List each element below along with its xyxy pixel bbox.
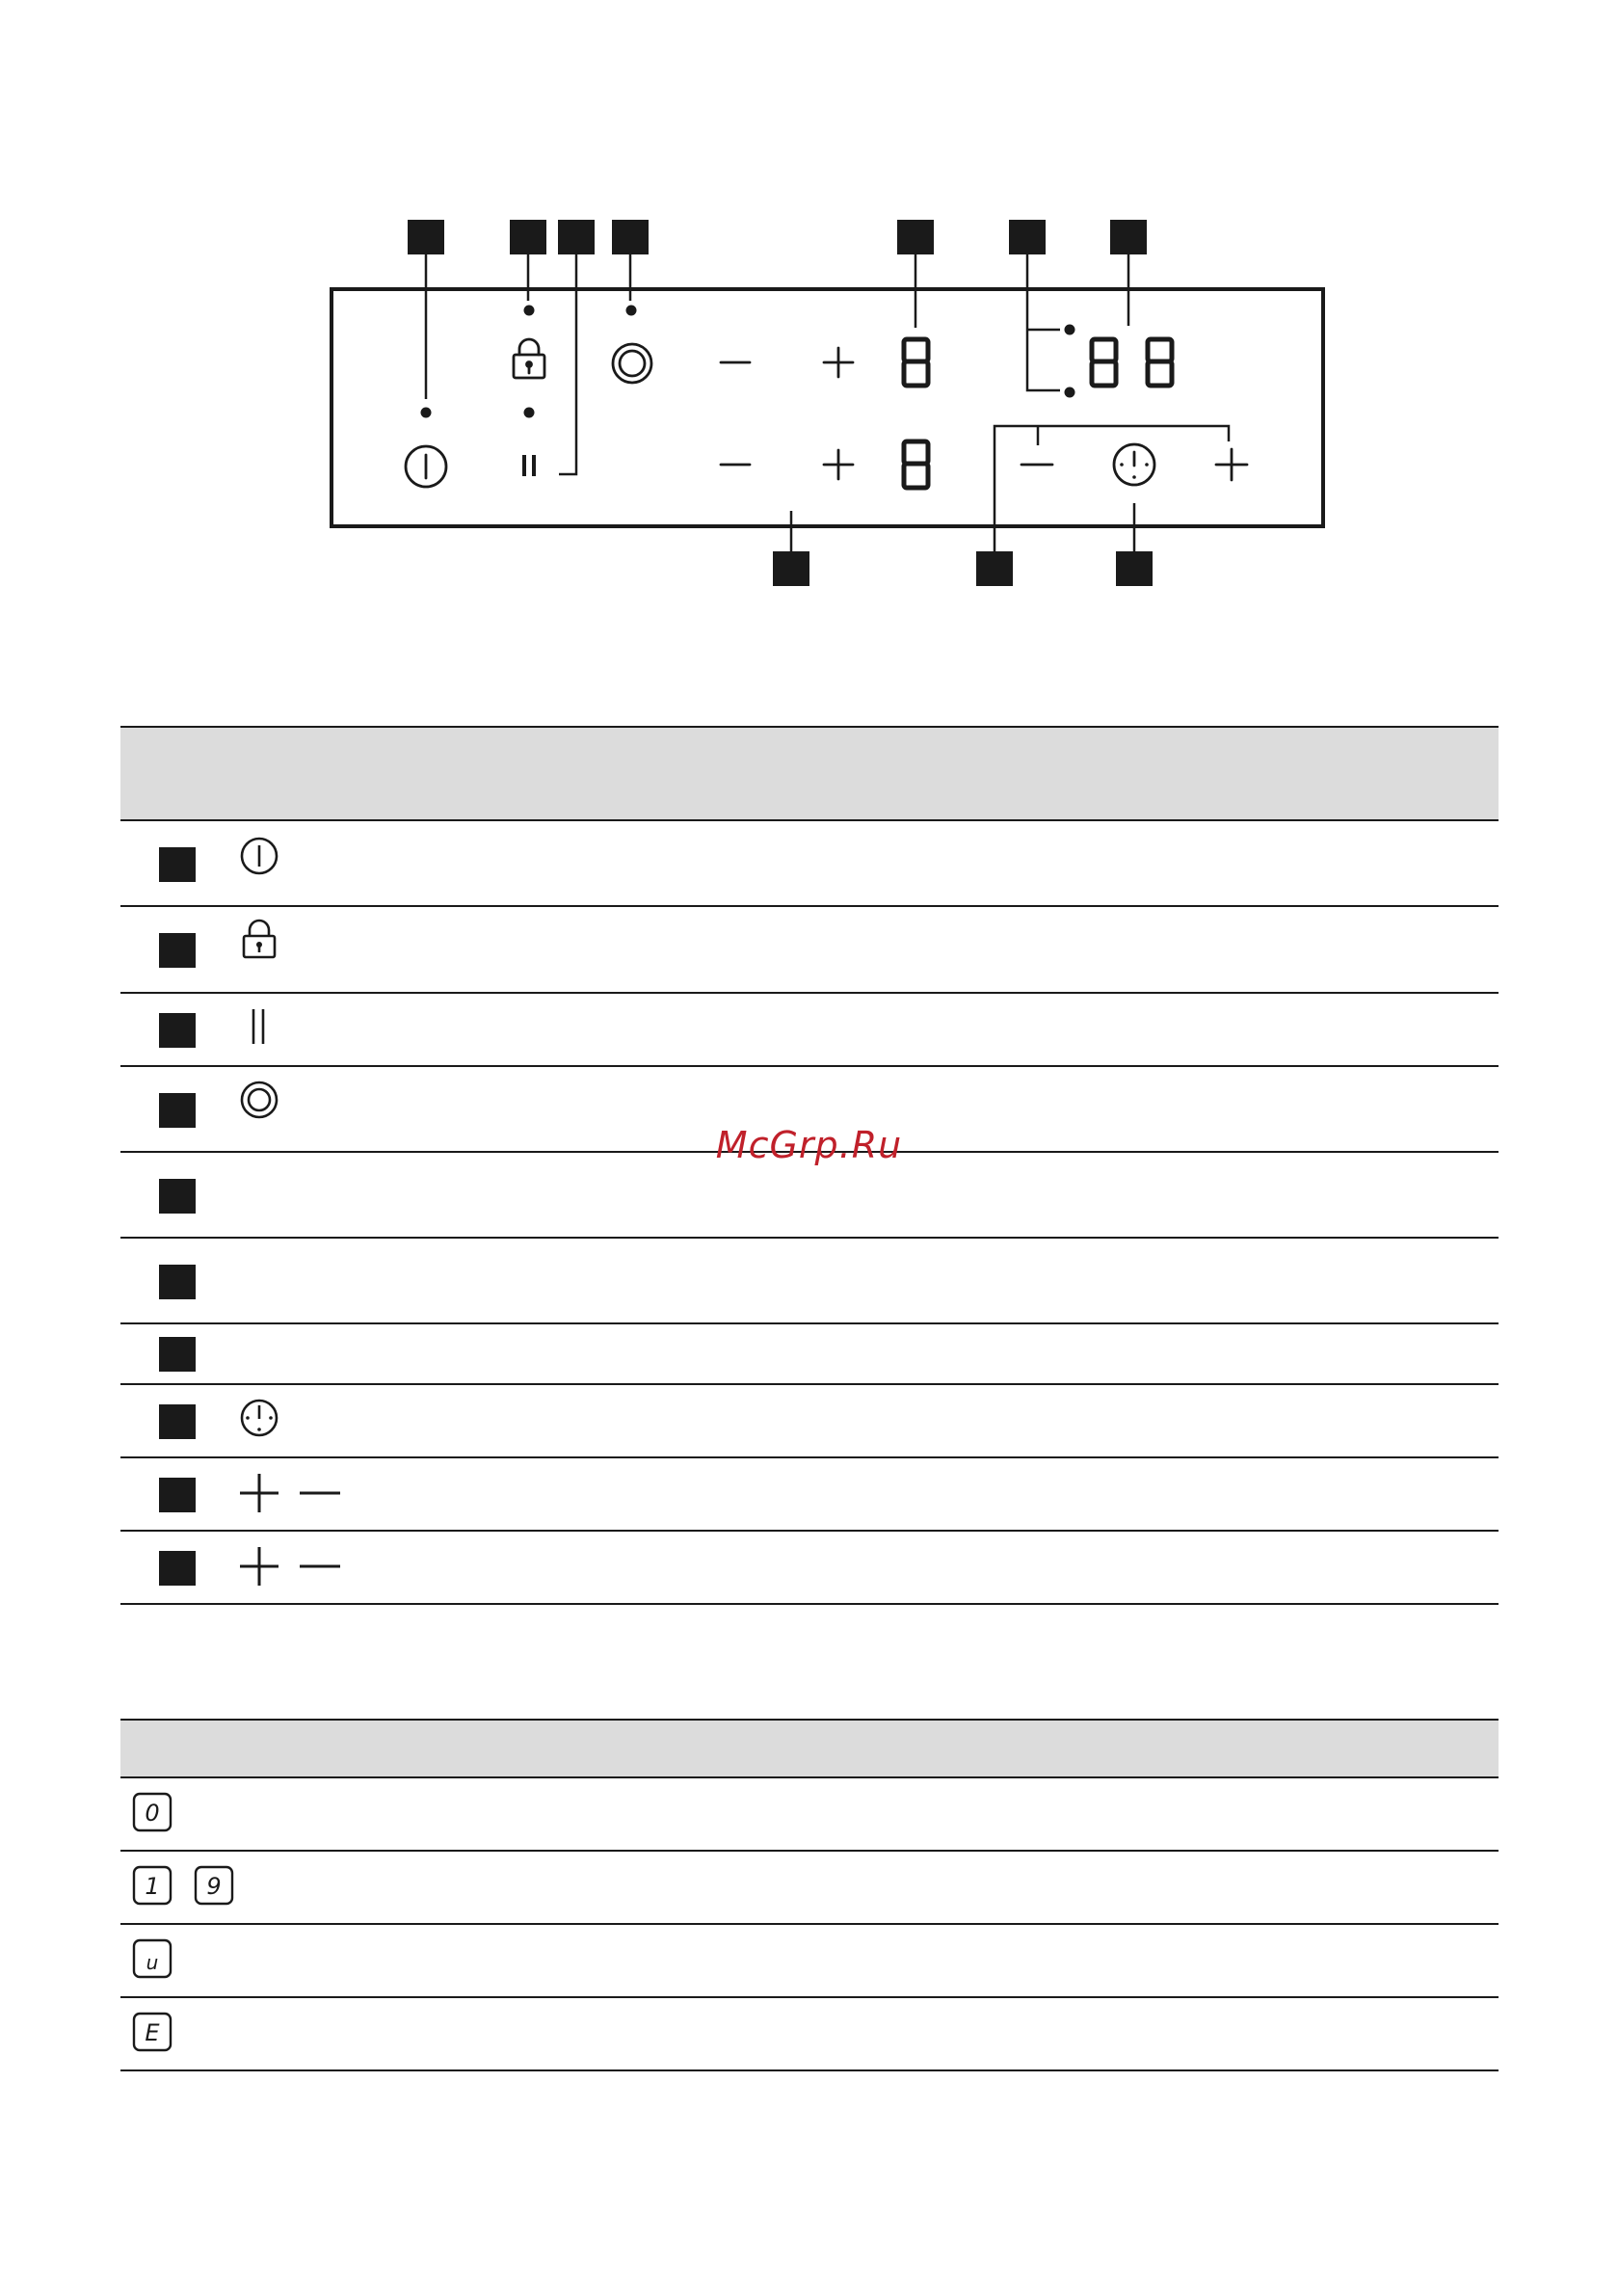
table-row — [120, 1385, 1499, 1458]
indicator-dot — [1065, 387, 1075, 398]
plus-minus-icons — [238, 1472, 344, 1514]
callout-6 — [1009, 220, 1046, 254]
table-row — [120, 821, 1499, 907]
controls-table-header — [120, 726, 1499, 821]
callout-square — [159, 1337, 196, 1372]
callout-square — [159, 1013, 196, 1048]
lock-icon — [514, 339, 544, 378]
callout-2 — [510, 220, 546, 254]
callout-3 — [558, 220, 595, 254]
lock-icon — [238, 919, 280, 961]
table-row — [120, 1458, 1499, 1532]
display-glyph-box — [132, 1792, 172, 1832]
panel-frame — [332, 289, 1323, 526]
timer-display-digit-1 — [1092, 339, 1116, 386]
display-glyph-box — [132, 1938, 172, 1979]
callout-10 — [1116, 551, 1153, 586]
power-icon — [406, 446, 446, 487]
callout-4 — [612, 220, 649, 254]
callout-square — [159, 1404, 196, 1439]
indicator-dot — [524, 408, 535, 418]
timer-display-digit-2 — [1148, 339, 1172, 386]
plus-minus-icons — [238, 1545, 344, 1588]
table-row — [120, 907, 1499, 994]
table-row — [120, 1778, 1499, 1852]
watermark: McGrp.Ru — [715, 1124, 903, 1166]
plus-icon — [824, 450, 853, 479]
table-row — [120, 1239, 1499, 1324]
timer-plus-icon — [1216, 449, 1247, 480]
display-glyph: 0 — [145, 1800, 160, 1827]
callout-square — [159, 933, 196, 968]
display-table — [120, 1719, 1499, 2071]
indicator-dot — [421, 408, 432, 418]
callout-square — [159, 1551, 196, 1586]
callout-square — [159, 847, 196, 882]
display-glyph-box — [132, 1865, 172, 1906]
power-icon — [238, 835, 280, 877]
display-glyph-box — [194, 1865, 234, 1906]
power-level-display-1 — [904, 339, 928, 386]
callout-8 — [773, 551, 809, 586]
callout-square — [159, 1093, 196, 1128]
indicator-dot — [1065, 325, 1075, 335]
callout-5 — [897, 220, 934, 254]
dual-ring-icon — [613, 344, 651, 383]
display-glyph: 1 — [145, 1873, 160, 1900]
table-row — [120, 1532, 1499, 1605]
pause-icon — [238, 1005, 280, 1048]
pause-icon — [524, 455, 534, 476]
table-row — [120, 1998, 1499, 2071]
callout-1 — [408, 220, 444, 254]
callout-square — [159, 1179, 196, 1214]
display-table-header — [120, 1719, 1499, 1778]
table-row — [120, 994, 1499, 1067]
display-glyph-box — [132, 2012, 172, 2052]
table-row — [120, 1925, 1499, 1998]
plus-icon — [824, 348, 853, 377]
callout-9 — [976, 551, 1013, 586]
display-glyph: 9 — [206, 1873, 222, 1900]
callout-square — [159, 1478, 196, 1512]
indicator-dot — [626, 306, 637, 316]
dual-ring-icon — [238, 1079, 280, 1121]
control-panel-diagram — [0, 0, 1618, 617]
display-glyph: E — [145, 2019, 160, 2046]
indicator-dot — [524, 306, 535, 316]
callout-square — [159, 1265, 196, 1299]
table-row — [120, 1852, 1499, 1925]
power-level-display-2 — [904, 441, 928, 488]
callout-7 — [1110, 220, 1147, 254]
timer-clock-icon — [238, 1397, 280, 1439]
table-row — [120, 1324, 1499, 1385]
display-glyph: u — [146, 1951, 159, 1974]
